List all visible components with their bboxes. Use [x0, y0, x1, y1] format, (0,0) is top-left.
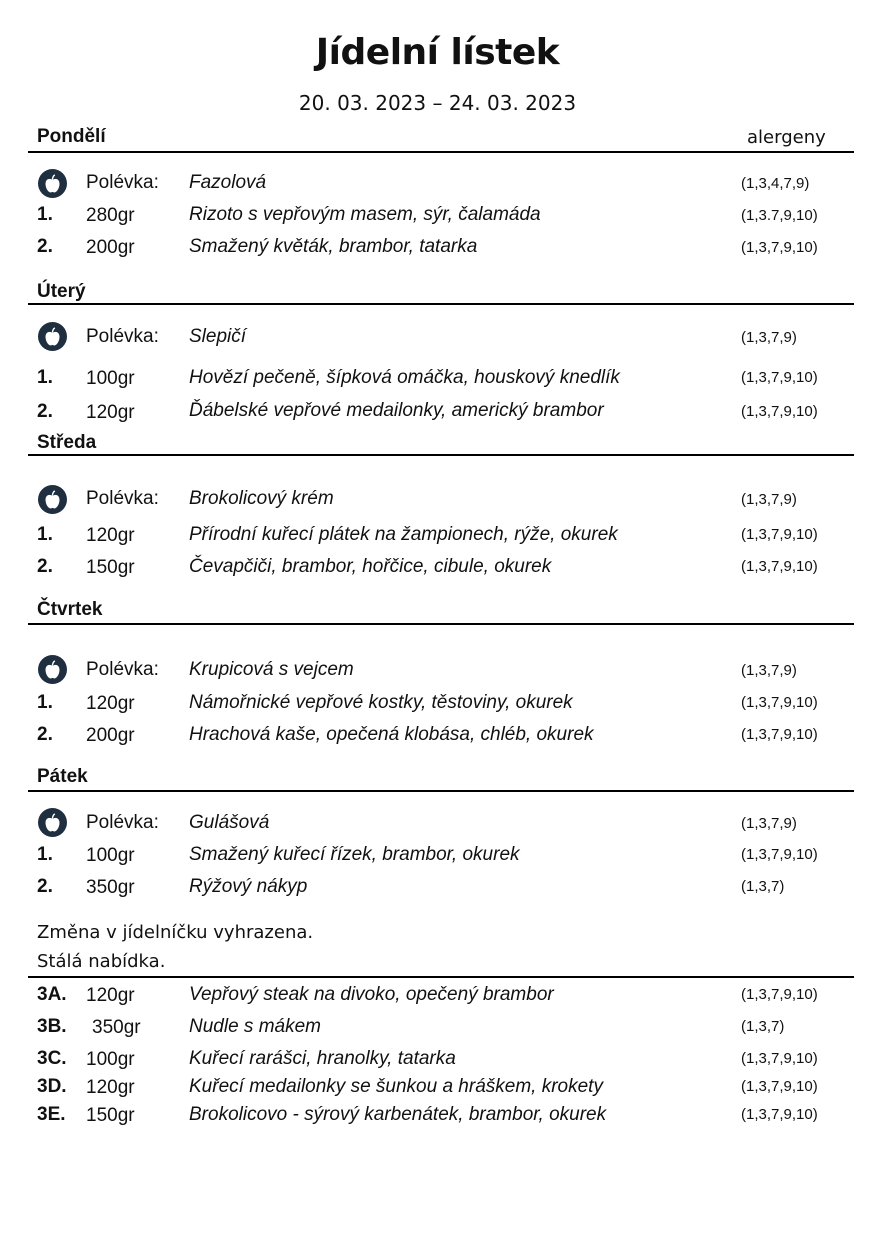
soup-name: Slepičí [189, 326, 247, 347]
divider [28, 303, 854, 305]
meal-number: 2. [37, 724, 53, 745]
offer-number: 3C. [37, 1048, 67, 1069]
soup-label: Polévka: [86, 812, 159, 833]
meal-number: 2. [37, 401, 53, 422]
meal-name: Hrachová kaše, opečená klobása, chléb, okurek [189, 724, 594, 745]
offer-allergens: (1,3,7,9,10) [741, 1050, 818, 1067]
meal-allergens: (1,3,7,9,10) [741, 726, 818, 743]
offer-amount: 350gr [92, 1017, 141, 1038]
soup-name: Fazolová [189, 172, 267, 193]
offer-allergens: (1,3,7,9,10) [741, 1106, 818, 1123]
soup-name: Krupicová s vejcem [189, 659, 354, 680]
meal-name: Rýžový nákyp [189, 876, 308, 897]
divider [28, 976, 854, 978]
offer-amount: 120gr [86, 1077, 135, 1098]
meal-allergens: (1,3,7,9,10) [741, 239, 818, 256]
offer-amount: 100gr [86, 1049, 135, 1070]
meal-amount: 100gr [86, 845, 135, 866]
meal-allergens: (1,3,7,9,10) [741, 526, 818, 543]
meal-amount: 200gr [86, 725, 135, 746]
meal-amount: 200gr [86, 237, 135, 258]
day-heading-friday: Pátek [37, 766, 88, 787]
soup-label: Polévka: [86, 659, 159, 680]
meal-allergens: (1,3,7,9,10) [741, 403, 818, 420]
meal-number: 2. [37, 556, 53, 577]
meal-name: Rizoto s vepřovým masem, sýr, čalamáda [189, 204, 541, 225]
offer-amount: 120gr [86, 985, 135, 1006]
meal-number: 1. [37, 204, 53, 225]
meal-allergens: (1,3,7) [741, 878, 785, 895]
allergens-header: alergeny [747, 127, 826, 148]
apple-icon [38, 655, 67, 684]
change-note: Změna v jídelníčku vyhrazena. [37, 922, 314, 943]
meal-name: Čevapčiči, brambor, hořčice, cibule, okurek [189, 556, 552, 577]
offer-name: Kuřecí rarášci, hranolky, tatarka [189, 1048, 456, 1069]
meal-number: 1. [37, 524, 53, 545]
meal-amount: 120gr [86, 402, 135, 423]
offer-number: 3B. [37, 1016, 67, 1037]
meal-allergens: (1,3,7,9,10) [741, 558, 818, 575]
offer-name: Nudle s mákem [189, 1016, 321, 1037]
meal-amount: 350gr [86, 877, 135, 898]
meal-number: 1. [37, 692, 53, 713]
offer-name: Kuřecí medailonky se šunkou a hráškem, krokety [189, 1076, 603, 1097]
soup-allergens: (1,3,7,9) [741, 329, 797, 346]
divider [28, 790, 854, 792]
offer-allergens: (1,3,7,9,10) [741, 986, 818, 1003]
day-heading-monday: Pondělí [37, 126, 106, 147]
meal-number: 2. [37, 236, 53, 257]
page-title: Jídelní lístek [315, 32, 560, 73]
soup-label: Polévka: [86, 326, 159, 347]
divider [28, 623, 854, 625]
apple-icon [38, 322, 67, 351]
meal-amount: 280gr [86, 205, 135, 226]
apple-icon [38, 169, 67, 198]
meal-amount: 120gr [86, 693, 135, 714]
meal-amount: 150gr [86, 557, 135, 578]
soup-label: Polévka: [86, 172, 159, 193]
apple-icon [38, 485, 67, 514]
soup-allergens: (1,3,7,9) [741, 491, 797, 508]
soup-label: Polévka: [86, 488, 159, 509]
standing-offer-heading: Stálá nabídka. [37, 951, 166, 972]
meal-name: Hovězí pečeně, šípková omáčka, houskový knedlík [189, 367, 620, 388]
meal-amount: 100gr [86, 368, 135, 389]
offer-allergens: (1,3,7,9,10) [741, 1078, 818, 1095]
meal-allergens: (1,3.7,9,10) [741, 207, 818, 224]
divider [28, 454, 854, 456]
meal-allergens: (1,3,7,9,10) [741, 694, 818, 711]
soup-allergens: (1,3,7,9) [741, 815, 797, 832]
meal-name: Smažený květák, brambor, tatarka [189, 236, 478, 257]
soup-name: Brokolicový krém [189, 488, 334, 509]
offer-amount: 150gr [86, 1105, 135, 1126]
soup-allergens: (1,3,4,7,9) [741, 175, 810, 192]
meal-name: Námořnické vepřové kostky, těstoviny, okurek [189, 692, 573, 713]
meal-amount: 120gr [86, 525, 135, 546]
offer-number: 3A. [37, 984, 67, 1005]
meal-name: Přírodní kuřecí plátek na žampionech, rýže, okurek [189, 524, 618, 545]
apple-icon [38, 808, 67, 837]
day-heading-wednesday: Středa [37, 432, 97, 453]
soup-allergens: (1,3,7,9) [741, 662, 797, 679]
offer-allergens: (1,3,7) [741, 1018, 785, 1035]
offer-name: Brokolicovo - sýrový karbenátek, brambor, okurek [189, 1104, 607, 1125]
meal-allergens: (1,3,7,9,10) [741, 846, 818, 863]
meal-number: 1. [37, 367, 53, 388]
soup-name: Gulášová [189, 812, 270, 833]
offer-number: 3E. [37, 1104, 66, 1125]
meal-allergens: (1,3,7,9,10) [741, 369, 818, 386]
divider [28, 151, 854, 153]
day-heading-thursday: Čtvrtek [37, 599, 103, 620]
meal-number: 2. [37, 876, 53, 897]
offer-name: Vepřový steak na divoko, opečený brambor [189, 984, 554, 1005]
offer-number: 3D. [37, 1076, 67, 1097]
meal-name: Smažený kuřecí řízek, brambor, okurek [189, 844, 520, 865]
meal-number: 1. [37, 844, 53, 865]
day-heading-tuesday: Úterý [37, 281, 86, 302]
date-range: 20. 03. 2023 – 24. 03. 2023 [298, 91, 577, 115]
meal-name: Ďábelské vepřové medailonky, americký brambor [189, 400, 604, 421]
